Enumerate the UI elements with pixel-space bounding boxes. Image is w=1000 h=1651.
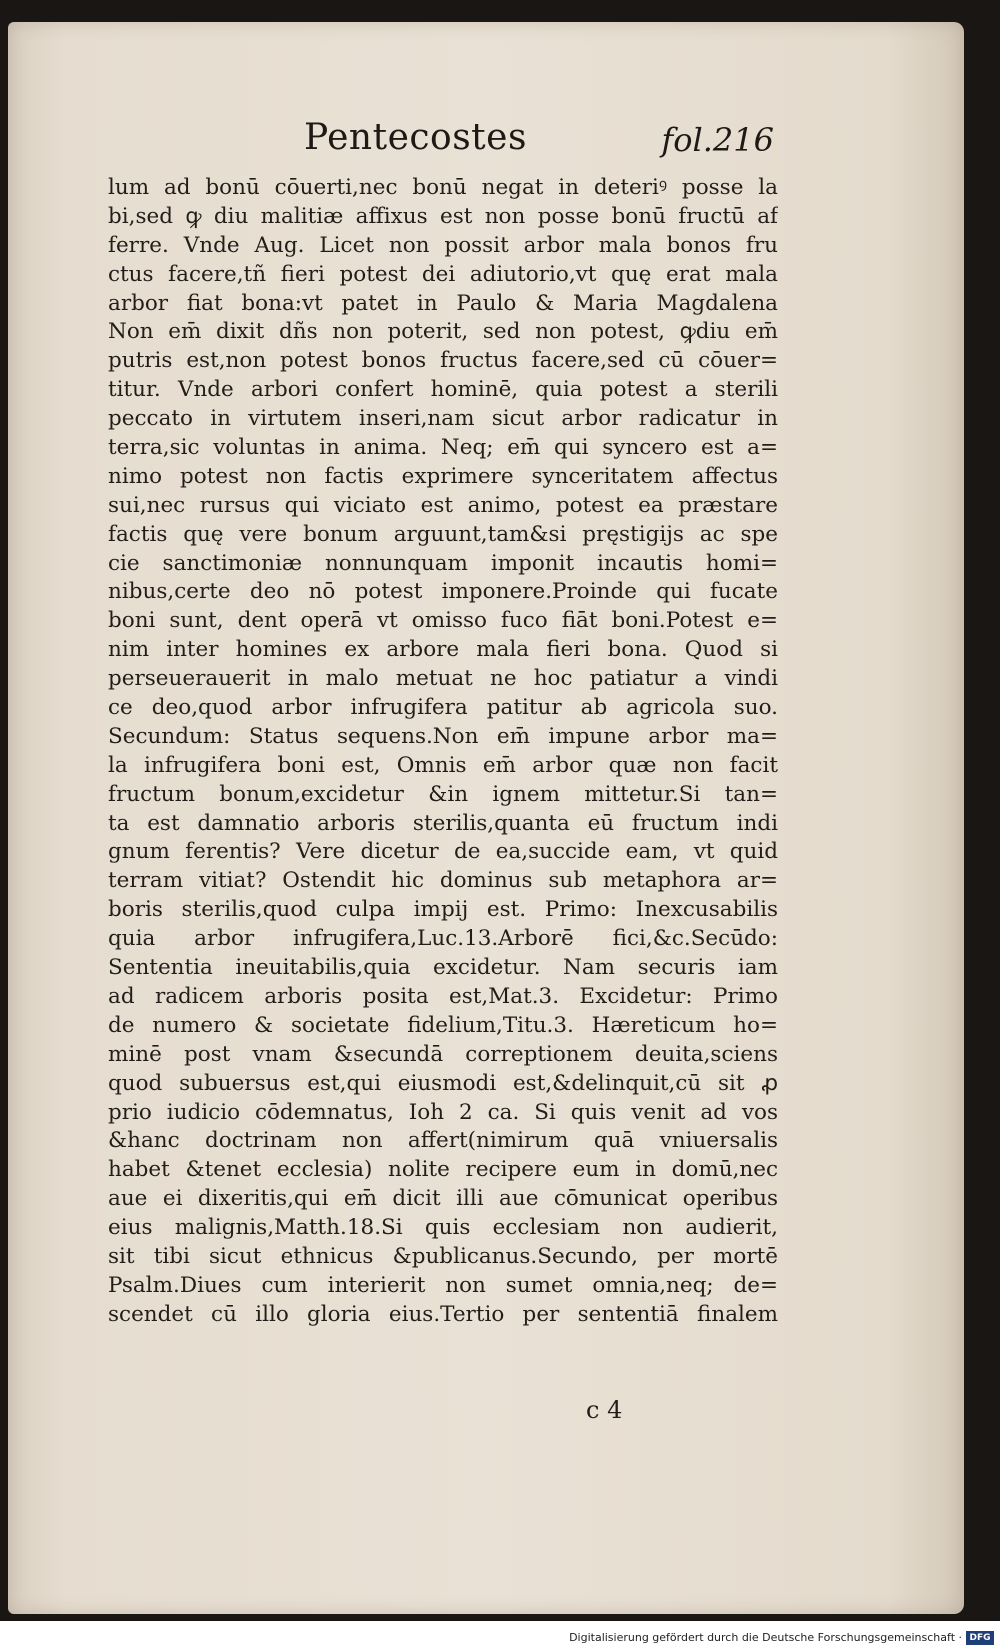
text-line: scendet cū illo gloria eius.Tertio per sententiā finalem xyxy=(108,1301,778,1327)
text-line: &hanc doctrinam non affert(nimirum quā vniuersalis xyxy=(108,1128,778,1154)
text-line: quia arbor infrugifera,Luc.13.Arborē fici,&c.Secūdo: xyxy=(108,926,778,952)
text-line: perseuerauerit in malo metuat ne hoc patiatur a vindi xyxy=(108,666,778,692)
text-line: nibus,certe deo nō potest imponere.Proinde qui fucate xyxy=(108,579,778,605)
text-line: minē post vnam &secundā correptionem deuita,sciens xyxy=(108,1041,778,1067)
text-line: fructum bonum,excidetur &in ignem mittetur.Si tan= xyxy=(108,781,778,807)
text-line: Non em̄ dixit dñs non poterit, sed non potest, ꝙdiu em̄ xyxy=(108,319,778,345)
digitization-footer xyxy=(0,1621,1000,1651)
text-line: factis quę vere bonum arguunt,tam&si pręstigijs ac spe xyxy=(108,521,778,547)
text-line: arbor fiat bona:vt patet in Paulo & Maria Magdalena xyxy=(108,290,778,316)
text-line: putris est,non potest bonos fructus facere,sed cū cōuer= xyxy=(108,348,778,374)
text-line: titur. Vnde arbori confert hominē, quia potest a sterili xyxy=(108,377,778,403)
text-line: sui,nec rursus qui viciato est animo, potest ea præstare xyxy=(108,492,778,518)
text-line: boris sterilis,quod culpa impij est. Primo: Inexcusabilis xyxy=(108,897,778,923)
signature-mark: c 4 xyxy=(586,1396,623,1424)
dfg-logo: DFG xyxy=(966,1631,994,1645)
text-line: bi,sed ꝙ diu malitiæ affixus est non posse bonū fructū af xyxy=(108,203,778,229)
text-line: boni sunt, dent operā vt omisso fuco fiāt boni.Potest e= xyxy=(108,608,778,634)
text-line: aue ei dixeritis,qui em̄ dicit illi aue cōmunicat operibus xyxy=(108,1186,778,1212)
text-line: ad radicem arboris posita est,Mat.3. Excidetur: Primo xyxy=(108,983,778,1009)
text-line: cie sanctimoniæ nonnunquam imponit incautis homi= xyxy=(108,550,778,576)
text-line: ctus facere,tñ fieri potest dei adiutorio,vt quę erat mala xyxy=(108,261,778,287)
text-line: eius malignis,Matth.18.Si quis ecclesiam non audierit, xyxy=(108,1215,778,1241)
running-title: Pentecostes xyxy=(304,117,527,158)
text-line: Secundum: Status sequens.Non em̄ impune arbor ma= xyxy=(108,723,778,749)
text-line: nim inter homines ex arbore mala fieri bona. Quod si xyxy=(108,637,778,663)
text-line: ferre. Vnde Aug. Licet non possit arbor mala bonos fru xyxy=(108,232,778,258)
text-line: terram vitiat? Ostendit hic dominus sub metaphora ar= xyxy=(108,868,778,894)
text-line: nimo potest non factis exprimere synceritatem affectus xyxy=(108,463,778,489)
text-line: ta est damnatio arboris sterilis,quanta eū fructum indi xyxy=(108,810,778,836)
running-head xyxy=(304,117,774,167)
text-line: prio iudicio cōdemnatus, Ioh 2 ca. Si quis venit ad vos xyxy=(108,1099,778,1125)
text-line: Psalm.Diues cum interierit non sumet omnia,neq; de= xyxy=(108,1272,778,1298)
text-line: gnum ferentis? Vere dicetur de ea,succide eam, vt quid xyxy=(108,839,778,865)
text-line: peccato in virtutem inseri,nam sicut arbor radicatur in xyxy=(108,406,778,432)
text-block xyxy=(108,174,778,1330)
text-line: habet &tenet ecclesia) nolite recipere eum in domū,nec xyxy=(108,1157,778,1183)
folio-number: fol.216 xyxy=(661,121,774,159)
text-line: sit tibi sicut ethnicus &publicanus.Secundo, per mortē xyxy=(108,1243,778,1269)
book-page xyxy=(8,22,964,1614)
text-line: de numero & societate fidelium,Titu.3. Hæreticum ho= xyxy=(108,1012,778,1038)
text-line: quod subuersus est,qui eiusmodi est,&delinquit,cū sit ꝓ xyxy=(108,1070,778,1096)
text-line: la infrugifera boni est, Omnis em̄ arbor quæ non facit xyxy=(108,752,778,778)
funding-credit: Digitalisierung gefördert durch die Deutsche Forschungsgemeinschaft · xyxy=(569,1631,962,1644)
text-line: terra,sic voluntas in anima. Neq; em̄ qui syncero est a= xyxy=(108,435,778,461)
text-line: Sententia ineuitabilis,quia excidetur. Nam securis iam xyxy=(108,955,778,981)
text-line: lum ad bonū cōuerti,nec bonū negat in deteriꝰ posse la xyxy=(108,175,778,200)
text-line: ce deo,quod arbor infrugifera patitur ab agricola suo. xyxy=(108,695,778,721)
